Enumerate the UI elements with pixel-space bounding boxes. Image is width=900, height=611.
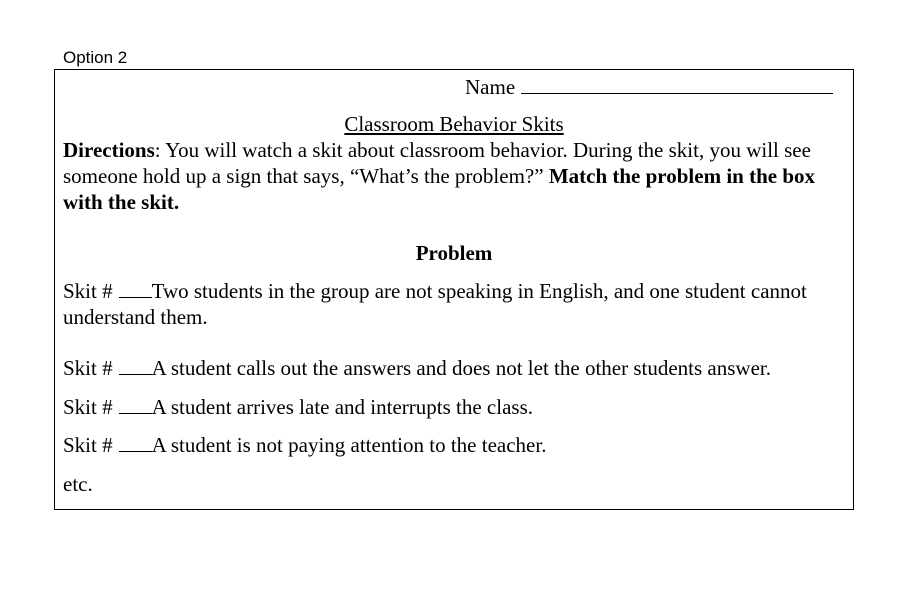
name-label: Name <box>465 75 516 99</box>
skit-item <box>63 432 833 458</box>
etc-text: etc. <box>63 472 93 496</box>
name-field <box>465 73 833 100</box>
directions-paragraph <box>63 137 837 215</box>
skit-number-blank[interactable] <box>119 356 152 375</box>
skit-prefix: Skit # <box>63 279 113 303</box>
directions-text: : You will watch a skit about classroom behavior. During the skit, you will see someone hold up a sign that says, “What’s the problem?” <box>63 138 811 188</box>
directions-emphasis: Match the problem in the box with the skit. <box>63 164 816 214</box>
skit-number-blank[interactable] <box>119 279 152 298</box>
option-label: Option 2 <box>63 48 128 67</box>
skit-item <box>63 394 833 420</box>
skit-description: A student arrives late and interrupts the class. <box>151 395 534 419</box>
skit-description: Two students in the group are not speaking in English, and one student cannot understand them. <box>63 279 807 329</box>
skit-item <box>63 355 833 381</box>
worksheet-title: Classroom Behavior Skits <box>344 112 564 136</box>
skit-prefix: Skit # <box>63 433 113 457</box>
directions-label: Directions <box>63 138 155 162</box>
worksheet-box <box>54 69 854 510</box>
skit-number-blank[interactable] <box>119 433 152 452</box>
skit-item <box>63 278 833 330</box>
problem-heading: Problem <box>415 241 493 265</box>
skit-prefix: Skit # <box>63 395 113 419</box>
skit-description: A student calls out the answers and does not let the other students answer. <box>151 356 771 380</box>
skit-description: A student is not paying attention to the teacher. <box>151 433 547 457</box>
skit-prefix: Skit # <box>63 356 113 380</box>
name-blank-line[interactable] <box>521 73 833 94</box>
skit-number-blank[interactable] <box>119 395 152 414</box>
